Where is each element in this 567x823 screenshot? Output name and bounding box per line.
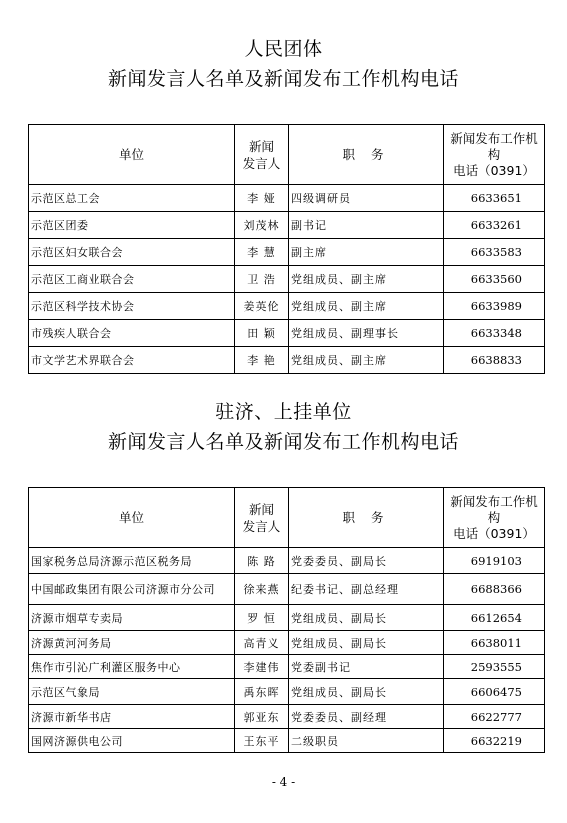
- position-cell: 副书记: [289, 212, 444, 239]
- unit-cell: 市残疾人联合会: [29, 320, 235, 347]
- header-unit: 单位: [29, 488, 235, 548]
- phone-cell: 6606475: [444, 679, 545, 705]
- position-cell: 党组成员、副局长: [289, 679, 444, 705]
- spokesperson-cell: 陈 路: [235, 548, 289, 574]
- phone-cell: 6632219: [444, 729, 545, 753]
- position-cell: 党组成员、副主席: [289, 293, 444, 320]
- table-row: [29, 548, 545, 574]
- header-unit: 单位: [29, 125, 235, 185]
- position-cell: 副主席: [289, 239, 444, 266]
- header-phone: 新闻发布工作机构 电话（0391）: [444, 488, 545, 548]
- position-cell: 党委委员、副局长: [289, 548, 444, 574]
- spokesperson-cell: 姜英伦: [235, 293, 289, 320]
- spokesperson-cell: 李 慧: [235, 239, 289, 266]
- position-cell: 党组成员、副主席: [289, 266, 444, 293]
- spokesperson-cell: 禹东晖: [235, 679, 289, 705]
- phone-cell: 6633261: [444, 212, 545, 239]
- unit-cell: 济源黄河河务局: [29, 631, 235, 655]
- phone-cell: 6633583: [444, 239, 545, 266]
- header-position: 职 务: [289, 488, 444, 548]
- section2-table-body: [29, 548, 545, 753]
- table-row: [29, 655, 545, 679]
- table-row: [29, 266, 545, 293]
- section2-title-line1: 驻济、上挂单位: [215, 401, 352, 423]
- table-row: [29, 574, 545, 605]
- phone-cell: 6919103: [444, 548, 545, 574]
- phone-cell: 6622777: [444, 705, 545, 729]
- unit-cell: 示范区总工会: [29, 185, 235, 212]
- position-cell: 党组成员、副主席: [289, 347, 444, 374]
- phone-cell: 6612654: [444, 605, 545, 631]
- unit-cell: 示范区工商业联合会: [29, 266, 235, 293]
- position-cell: 党委委员、副经理: [289, 705, 444, 729]
- phone-cell: 6688366: [444, 574, 545, 605]
- unit-cell: 示范区科学技术协会: [29, 293, 235, 320]
- section2-title-line2: 新闻发言人名单及新闻发布工作机构电话: [107, 431, 459, 453]
- table-row: [29, 239, 545, 266]
- position-cell: 二级职员: [289, 729, 444, 753]
- spokesperson-cell: 高青义: [235, 631, 289, 655]
- position-cell: 党委副书记: [289, 655, 444, 679]
- table-header-row: [29, 488, 545, 548]
- phone-cell: 6633348: [444, 320, 545, 347]
- unit-cell: 国网济源供电公司: [29, 729, 235, 753]
- spokesperson-cell: 田 颖: [235, 320, 289, 347]
- position-cell: 四级调研员: [289, 185, 444, 212]
- header-spokesperson: 新闻 发言人: [235, 125, 289, 185]
- unit-cell: 中国邮政集团有限公司济源市分公司: [29, 574, 235, 605]
- position-cell: 纪委书记、副总经理: [289, 574, 444, 605]
- section1-title-line2: 新闻发言人名单及新闻发布工作机构电话: [107, 68, 459, 90]
- spokesperson-cell: 卫 浩: [235, 266, 289, 293]
- unit-cell: 示范区妇女联合会: [29, 239, 235, 266]
- table-header-row: [29, 125, 545, 185]
- table-row: [29, 293, 545, 320]
- table-row: [29, 212, 545, 239]
- spokesperson-cell: 王东平: [235, 729, 289, 753]
- unit-cell: 济源市新华书店: [29, 705, 235, 729]
- table-row: [29, 605, 545, 631]
- position-cell: 党组成员、副局长: [289, 605, 444, 631]
- unit-cell: 示范区团委: [29, 212, 235, 239]
- spokesperson-cell: 李 艳: [235, 347, 289, 374]
- section1-title-line1: 人民团体: [244, 38, 323, 60]
- table-row: [29, 185, 545, 212]
- phone-cell: 6633989: [444, 293, 545, 320]
- unit-cell: 市文学艺术界联合会: [29, 347, 235, 374]
- unit-cell: 示范区气象局: [29, 679, 235, 705]
- spokesperson-cell: 罗 恒: [235, 605, 289, 631]
- table-row: [29, 631, 545, 655]
- header-phone: 新闻发布工作机构 电话（0391）: [444, 125, 545, 185]
- position-cell: 党组成员、副局长: [289, 631, 444, 655]
- phone-cell: 6638833: [444, 347, 545, 374]
- page-number: - 4 -: [271, 775, 296, 789]
- phone-cell: 6633651: [444, 185, 545, 212]
- section1-table-body: [29, 185, 545, 374]
- header-spokesperson: 新闻 发言人: [235, 488, 289, 548]
- phone-cell: 2593555: [444, 655, 545, 679]
- position-cell: 党组成员、副理事长: [289, 320, 444, 347]
- table-row: [29, 679, 545, 705]
- section1-table: [28, 124, 545, 374]
- unit-cell: 济源市烟草专卖局: [29, 605, 235, 631]
- header-position: 职 务: [289, 125, 444, 185]
- spokesperson-cell: 李 娅: [235, 185, 289, 212]
- unit-cell: 焦作市引沁广利灌区服务中心: [29, 655, 235, 679]
- table-row: [29, 705, 545, 729]
- table-row: [29, 729, 545, 753]
- phone-cell: 6633560: [444, 266, 545, 293]
- phone-cell: 6638011: [444, 631, 545, 655]
- section2-table: [28, 487, 545, 753]
- spokesperson-cell: 刘茂林: [235, 212, 289, 239]
- table-row: [29, 320, 545, 347]
- spokesperson-cell: 郭亚东: [235, 705, 289, 729]
- unit-cell: 国家税务总局济源示范区税务局: [29, 548, 235, 574]
- spokesperson-cell: 李建伟: [235, 655, 289, 679]
- spokesperson-cell: 徐来燕: [235, 574, 289, 605]
- table-row: [29, 347, 545, 374]
